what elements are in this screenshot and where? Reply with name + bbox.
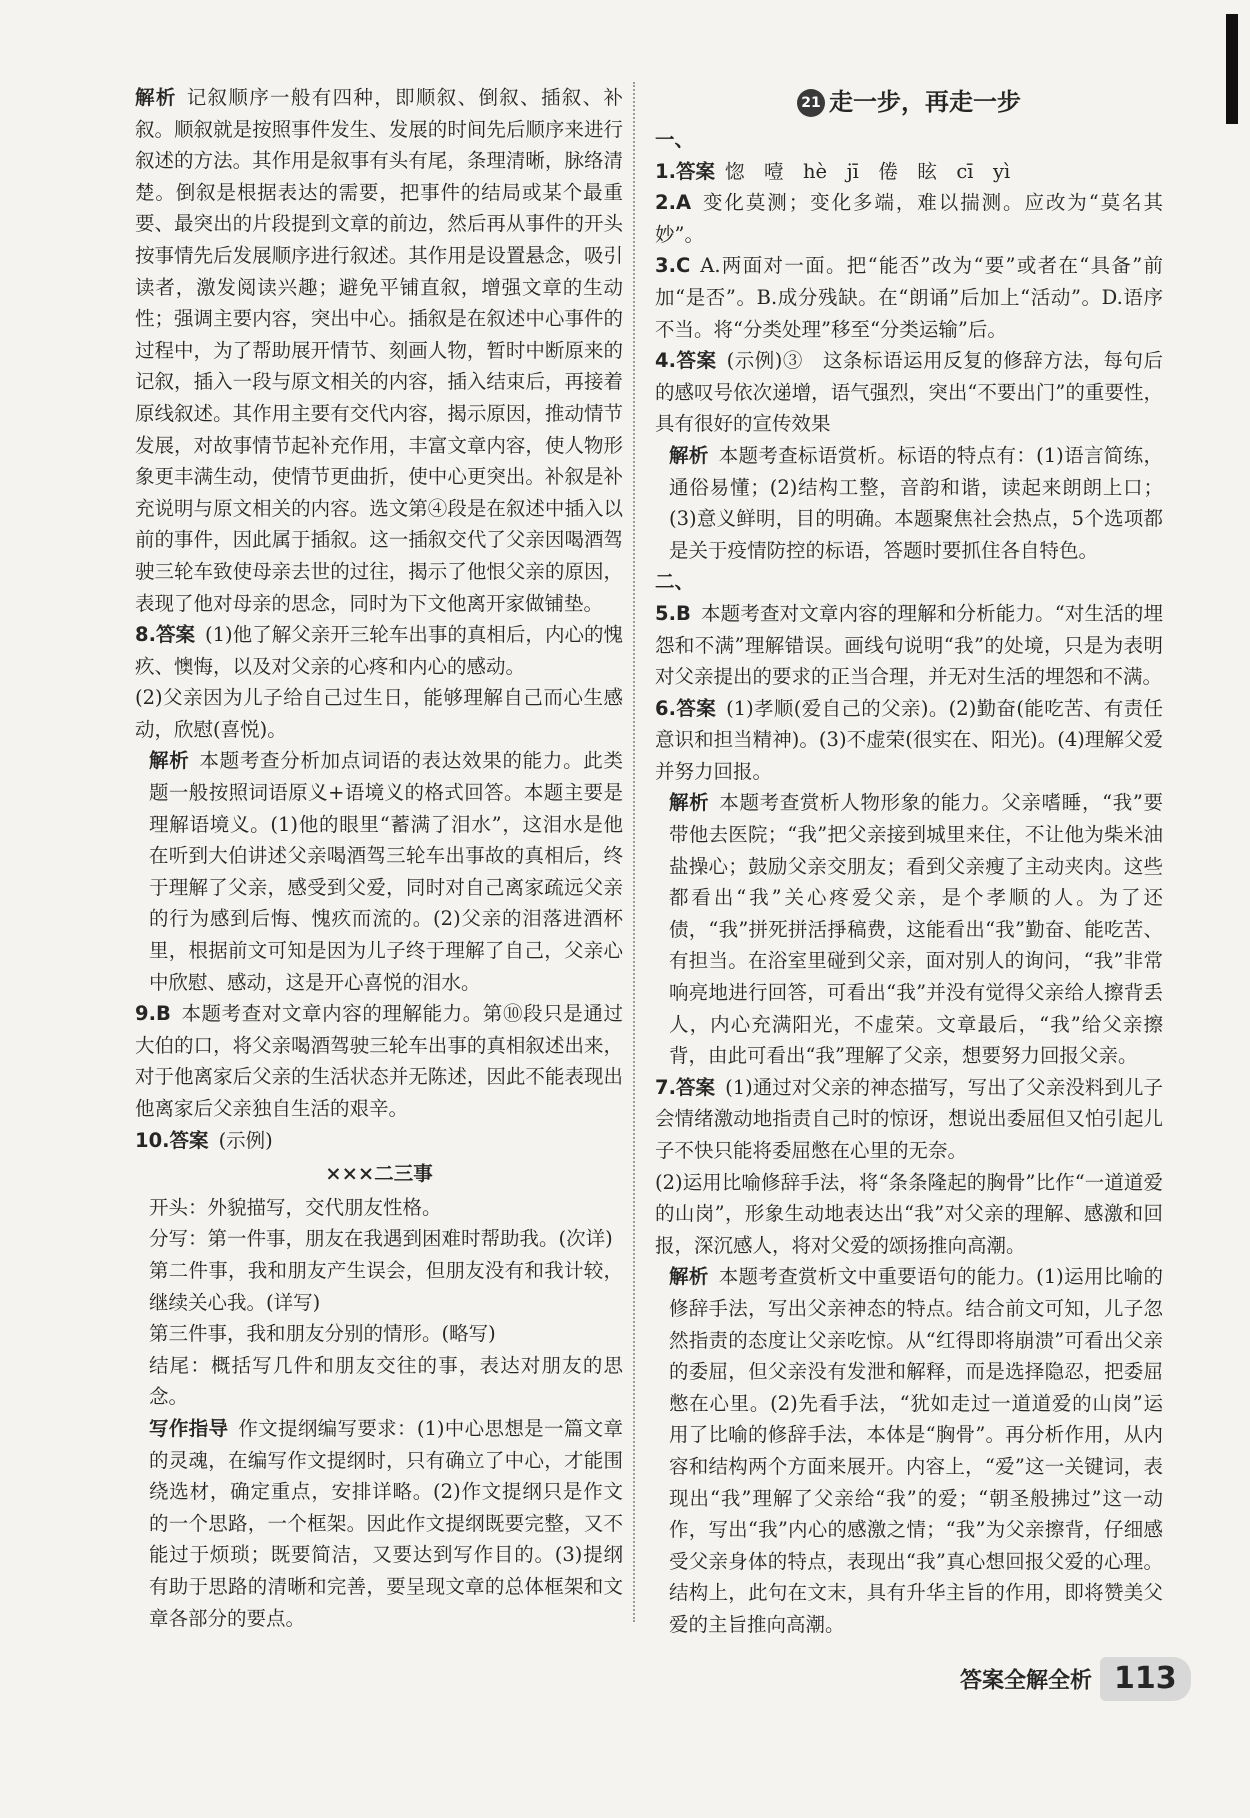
- answer-text: (示例)③ 这条标语运用反复的修辞方法，每句后的感叹号依次递增，语气强烈，突出“不要出门”的重要性，具有很好的宣传效果: [655, 349, 1163, 436]
- guide-label: 写作指导: [149, 1416, 229, 1440]
- answer-text: 惚 噎 hè jī 倦 眩 cī yì: [725, 159, 1011, 183]
- analysis-label: 解析: [669, 443, 709, 467]
- answer-letter: B: [155, 1002, 171, 1026]
- outline-line: 分写：第一件事，朋友在我遇到困难时帮助我。(次详): [149, 1227, 613, 1251]
- outline-line: 结尾：概括写几件和朋友交往的事，表达对朋友的思念。: [149, 1353, 623, 1409]
- page-number: 113: [1100, 1657, 1191, 1701]
- q1-answer: [655, 156, 1163, 188]
- q7-answer: [655, 1072, 1163, 1167]
- q5-answer: [655, 598, 1163, 693]
- analysis-q7: [135, 82, 623, 619]
- answer-text: (1)孝顺(爱自己的父亲)。(2)勤奋(能吃苦、有责任意识和担当精神)。(3)不虚荣(很实在、阳光)。(4)理解父爱并努力回报。: [655, 696, 1163, 783]
- right-column: [655, 82, 1163, 1641]
- q8-answer-2: (2)父亲因为儿子给自己过生日，能够理解自己而心生感动，欣慰(喜悦)。: [135, 686, 623, 741]
- guide-text: 作文提纲编写要求：(1)中心思想是一篇文章的灵魂，在编写作文提纲时，只有确立了中心，才能围绕选材，确定重点，安排详略。(2)作文提纲只是作文的一个思路，一个框架。因此作文提纲既要完整，又不能过于烦琐；既要简洁，又要达到写作目的。(3)提纲有助于思路的清晰和完善，要呈现文章的总体框架和文章各部分的要点。: [149, 1416, 623, 1630]
- example-marker: (示例): [218, 1128, 273, 1152]
- analysis-text: 记叙顺序一般有四种，即顺叙、倒叙、插叙、补叙。顺叙就是按照事件发生、发展的时间先后顺序来进行叙述的方法。其作用是叙事有头有尾，条理清晰，脉络清楚。倒叙是根据表达的需要，把事件的结局或某个最重要、最突出的片段提到文章的前边，然后再从事件的开头按事情先后发展顺序进行叙述。其作用是设置悬念，吸引读者，激发阅读兴趣；避免平铺直叙，增强文章的生动性；强调主要内容，突出中心。插叙是在叙述中心事件的过程中，为了帮助展开情节、刻画人物，暂时中断原来的记叙，插入一段与原文相关的内容，插入结束后，再接着原线叙述。其作用主要有交代内容，揭示原因，推动情节发展，对故事情节起补充作用，丰富文章内容，使人物形象更丰满生动，使情节更曲折，使中心更突出。补叙是补充说明与原文相关的内容。选文第④段是在叙述中插入以前的事件，因此属于插叙。这一插叙交代了父亲因喝酒驾驶三轮车致使母亲去世的过往，揭示了他恨父亲的原因，表现了他对母亲的思念，同时为下文他离开家做铺垫。: [135, 86, 623, 615]
- answer-label: 答案: [675, 696, 717, 720]
- answer-label: 答案: [675, 349, 717, 373]
- q6-answer: [655, 693, 1163, 788]
- answer-text: 本题考查对文章内容的理解和分析能力。“对生活的埋怨和不满”理解错误。画线句说明“我”的处境，只是为表明对父亲提出的要求的正当合理，并无对生活的埋怨和不满。: [655, 601, 1163, 689]
- answer-label: 答案: [675, 159, 715, 183]
- q2-answer: [655, 187, 1163, 250]
- answer-text: (1)他了解父亲开三轮车出事的真相后，内心的愧疚、懊悔，以及对父亲的心疼和内心的感动。: [135, 623, 623, 678]
- q9-answer: [135, 998, 623, 1124]
- q7-answer-2: (2)运用比喻修辞手法，将“条条隆起的胸骨”比作“一道道爱的山岗”，形象生动地表达出“我”对父亲的理解、感激和回报，深沉感人，将对父爱的颂扬推向高潮。: [655, 1170, 1163, 1257]
- writing-guide: [135, 1413, 623, 1634]
- q8-answer: [135, 619, 623, 682]
- answer-text: 变化莫测；变化多端，难以揣测。应改为“莫名其妙”。: [655, 191, 1163, 246]
- analysis-text: 本题考查赏析人物形象的能力。父亲嗜睡，“我”要带他去医院；“我”把父亲接到城里来住，不让他为柴米油盐操心；鼓励父亲交朋友；看到父亲瘦了主动夹肉。这些都看出“我”关心疼爱父亲，是个孝顺的人。为了还债，“我”拼死拼活掙稿费，这能看出“我”勤奋、能吃苦、有担当。在浴室里碰到父亲，面对别人的询问，“我”非常响亮地进行回答，可看出“我”并没有觉得父亲给人擦背丢人，内心充满阳光，不虚荣。文章最后，“我”给父亲擦背，由此可看出“我”理解了父亲，想要努力回报父亲。: [669, 791, 1163, 1068]
- q10-answer: [135, 1125, 623, 1157]
- answer-letter: A: [675, 191, 692, 215]
- question-number: 3.: [655, 254, 676, 278]
- question-number: 8.: [135, 623, 156, 647]
- q6-analysis: [655, 787, 1163, 1071]
- q4-answer: [655, 345, 1163, 440]
- analysis-label: 解析: [669, 1265, 709, 1289]
- column-divider: [633, 82, 635, 1622]
- analysis-text: 本题考查赏析文中重要语句的能力。(1)运用比喻的修辞手法，写出父亲神态的特点。结合前文可知，儿子忽然指责的态度让父亲吃惊。从“红得即将崩溃”可看出父亲的委屈，但父亲没有发泄和解释，而是选择隐忍，把委屈憋在心里。(2)先看手法，“犹如走过一道道爱的山岗”运用了比喻的修辞手法，本体是“胸骨”。再分析作用，从内容和结构两个方面来展开。内容上，“爱”这一关键词，表现出“我”理解了父亲给“我”的爱；“朝圣般拂过”这一动作，写出“我”内心的感激之情；“我”为父亲擦背，仔细感受父亲身体的特点，表现出“我”真心想回报父爱的心理。结构上，此句在文末，具有升华主旨的作用，即将赞美父爱的主旨推向高潮。: [669, 1265, 1163, 1636]
- left-column: [135, 82, 623, 1634]
- answer-text: 本题考查对文章内容的理解能力。第⑩段只是通过大伯的口，将父亲喝酒驾驶三轮车出事的真相叙述出来，对于他离家后父亲的生活状态并无陈述，因此不能表现出他离家后父亲独自生活的艰辛。: [135, 1002, 623, 1120]
- outline-line: 开头：外貌描写，交代朋友性格。: [149, 1195, 442, 1219]
- question-number: 2.: [655, 191, 676, 215]
- question-number: 7.: [655, 1075, 676, 1099]
- q3-answer: [655, 250, 1163, 345]
- lesson-title: 走一步，再走一步: [829, 88, 1021, 116]
- outline-line: 第三件事，我和朋友分别的情形。(略写): [149, 1322, 496, 1346]
- section-title: [655, 82, 1163, 122]
- page-edge-mark: [1226, 14, 1238, 124]
- answer-text: (1)通过对父亲的神态描写，写出了父亲没料到儿子会情绪激动地指责自己时的惊讶，想说出委屈但又怕引起儿子不快只能将委屈憋在心里的无奈。: [655, 1075, 1163, 1162]
- analysis-text: 本题考查分析加点词语的表达效果的能力。此类题一般按照词语原义+语境义的格式回答。本题主要是理解语境义。(1)他的眼里“蓄满了泪水”，这泪水是他在听到大伯讲述父亲喝酒驾三轮车出事故的真相后，终于理解了父亲，感受到父爱，同时对自己离家疏远父亲的行为感到后悔、愧疚而流的。(2)父亲的泪落进酒杯里，根据前文可知是因为儿子终于理解了自己，父亲心中欣慰、感动，这是开心喜悦的泪水。: [149, 749, 623, 994]
- part-heading: 一、: [655, 128, 695, 151]
- q7-analysis: [655, 1261, 1163, 1640]
- answer-label: 答案: [675, 1075, 716, 1099]
- answer-letter: B: [675, 601, 691, 625]
- analysis-label: 解析: [149, 749, 190, 773]
- analysis-label: 解析: [669, 791, 710, 815]
- answer-label: 答案: [169, 1128, 209, 1152]
- q8-analysis: [135, 745, 623, 998]
- analysis-label: 解析: [135, 86, 177, 109]
- question-number: 5.: [655, 601, 676, 625]
- question-number: 10.: [135, 1128, 170, 1152]
- analysis-text: 本题考查标语赏析。标语的特点有：(1)语言简练，通俗易懂；(2)结构工整，音韵和谐，读起来朗朗上口；(3)意义鲜明，目的明确。本题聚焦社会热点，5个选项都是关于疫情防控的标语，答题时要抓住各自特色。: [669, 443, 1163, 562]
- lesson-badge: 21: [797, 89, 825, 117]
- part-heading: 二、: [655, 570, 695, 594]
- answer-label: 答案: [155, 623, 196, 647]
- outline-title: ×××二三事: [325, 1162, 433, 1186]
- footer-label: 答案全解全析: [960, 1668, 1093, 1694]
- answer-text: A.两面对一面。把“能否”改为“要”或者在“具备”前加“是否”。B.成分残缺。在“朗诵”后加上“活动”。D.语序不当。将“分类处理”移至“分类运输”后。: [655, 254, 1163, 341]
- question-number: 9.: [135, 1002, 156, 1026]
- q4-analysis: [655, 440, 1163, 566]
- page-footer: [960, 1657, 1191, 1701]
- outline-line: 第二件事，我和朋友产生误会，但朋友没有和我计较，继续关心我。(详写): [149, 1258, 623, 1314]
- question-number: 1.: [655, 159, 676, 183]
- question-number: 4.: [655, 349, 676, 373]
- question-number: 6.: [655, 696, 676, 720]
- answer-letter: C: [675, 254, 691, 278]
